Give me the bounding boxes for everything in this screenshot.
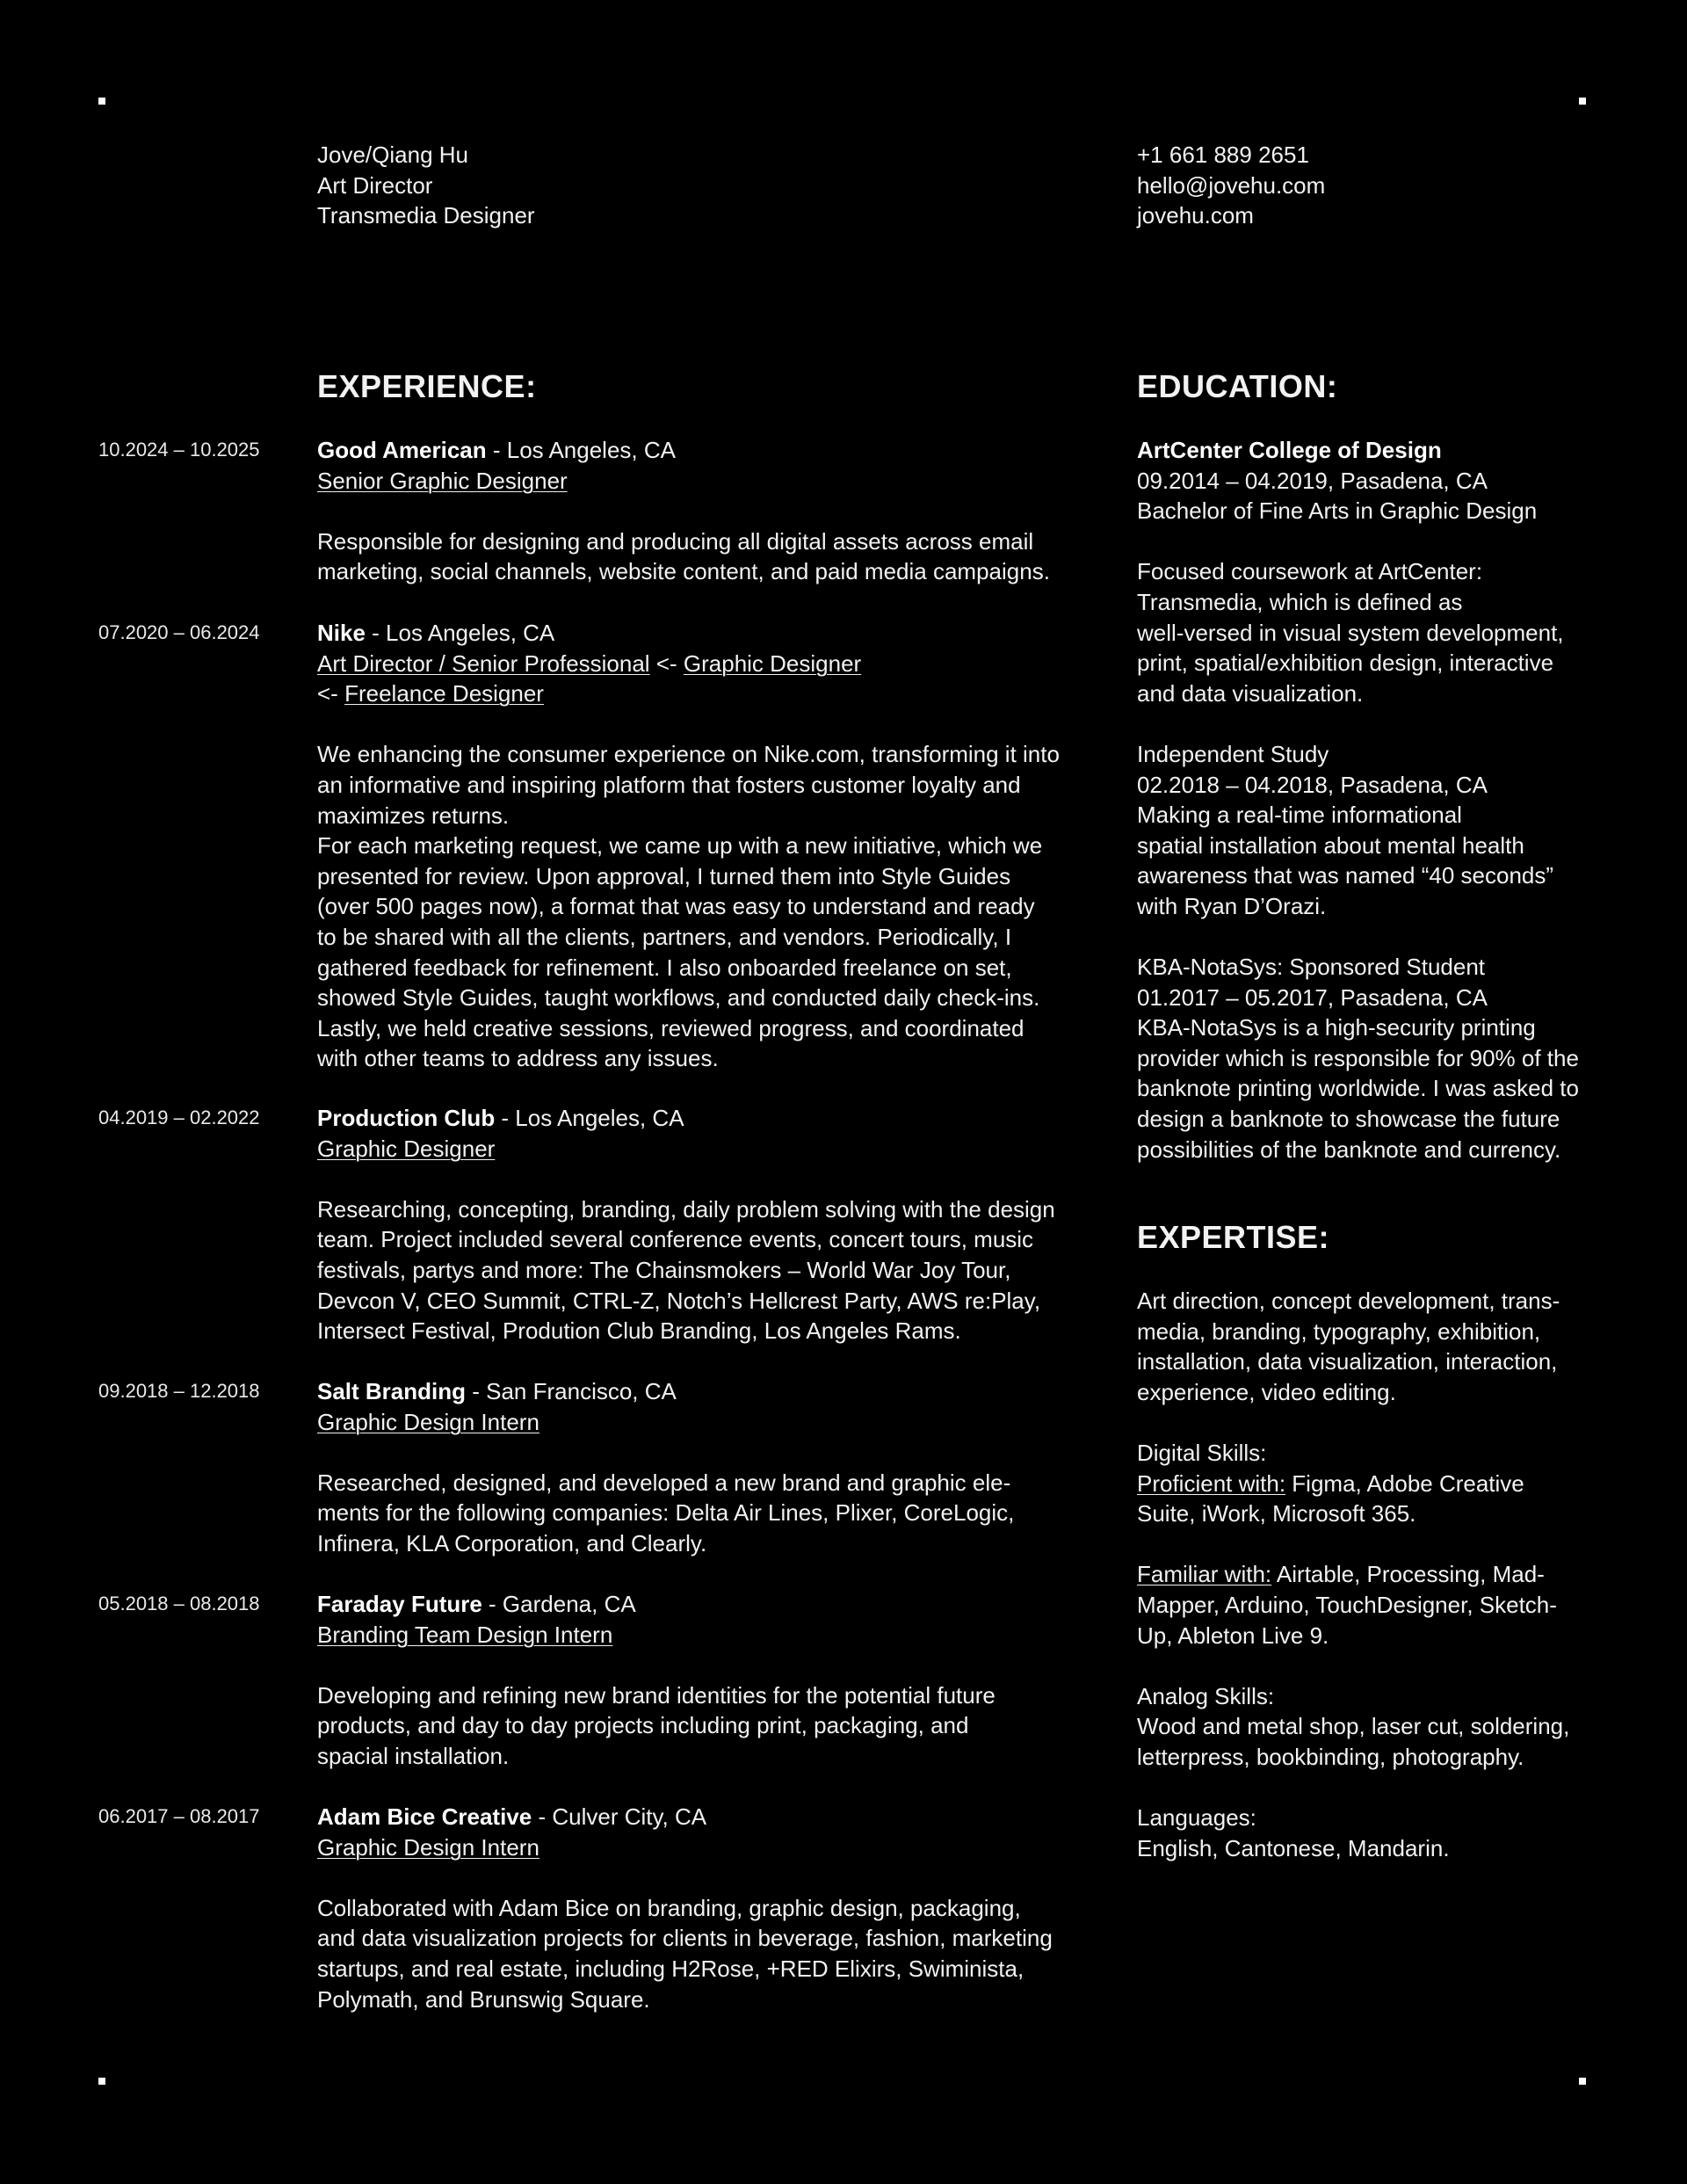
arrow: <- bbox=[317, 680, 345, 707]
expertise-heading: EXPERTISE: bbox=[1137, 1219, 1330, 1255]
job-dates: 05.2018 – 08.2018 bbox=[98, 1593, 260, 1614]
role-link-graphic-designer[interactable]: Graphic Designer bbox=[683, 649, 862, 677]
role-link[interactable]: Graphic Design Intern bbox=[317, 1408, 539, 1435]
role-link[interactable]: Graphic Design Intern bbox=[317, 1833, 539, 1861]
desc-line: Developing and refining new brand identities for the potential future bbox=[317, 1681, 996, 1709]
kba-line: possibilities of the banknote and currency. bbox=[1137, 1136, 1561, 1163]
kba-line: KBA-NotaSys is a high-security printing bbox=[1137, 1014, 1536, 1041]
location: - Los Angeles, CA bbox=[495, 1105, 684, 1131]
desc-line: For each marketing request, we came up with a new initiative, which we bbox=[317, 832, 1043, 860]
role-link-freelance[interactable]: Freelance Designer bbox=[344, 680, 544, 707]
desc-line: products, and day to day projects including print, packaging, and bbox=[317, 1712, 969, 1739]
header-identity bbox=[317, 140, 1082, 231]
desc-line: ments for the following companies: Delta Air Lines, Plixer, CoreLogic, bbox=[317, 1499, 1015, 1527]
website[interactable]: jovehu.com bbox=[1137, 202, 1254, 229]
focus-line: well-versed in visual system development, bbox=[1137, 619, 1564, 646]
focus-line: print, spatial/exhibition design, interactive bbox=[1137, 649, 1554, 677]
desc-line: an informative and inspiring platform that fosters customer loyalty and bbox=[317, 771, 1021, 798]
email[interactable]: hello@jovehu.com bbox=[1137, 171, 1326, 199]
desc-line: (over 500 pages now), a format that was easy to understand and ready bbox=[317, 893, 1035, 920]
desc-line: spacial installation. bbox=[317, 1742, 510, 1769]
desc-line: to be shared with all the clients, partners, and vendors. Periodically, I bbox=[317, 923, 1012, 950]
arrow: <- bbox=[649, 649, 684, 677]
expertise-line: Art direction, concept development, trans- bbox=[1137, 1288, 1560, 1314]
analog-line: letterpress, bookbinding, photography. bbox=[1137, 1743, 1524, 1770]
location: - Los Angeles, CA bbox=[486, 437, 676, 463]
proficient-text-2: Suite, iWork, Microsoft 365. bbox=[1137, 1500, 1416, 1527]
familiar-text-2: Mapper, Arduino, TouchDesigner, Sketch- bbox=[1137, 1591, 1557, 1618]
kba-line: banknote printing worldwide. I was asked to bbox=[1137, 1075, 1579, 1102]
desc-line: Researched, designed, and developed a new brand and graphic ele- bbox=[317, 1469, 1011, 1496]
corner-mark-bottom-right bbox=[1579, 2078, 1586, 2085]
desc-line: team. Project included several conference events, concert tours, music bbox=[317, 1226, 1034, 1253]
name: Jove/Qiang Hu bbox=[317, 141, 468, 168]
focus-line: Transmedia, which is defined as bbox=[1137, 588, 1463, 615]
school-dates: 09.2014 – 04.2019, Pasadena, CA bbox=[1137, 467, 1488, 494]
kba-line: 01.2017 – 05.2017, Pasadena, CA bbox=[1137, 983, 1488, 1011]
school-name: ArtCenter College of Design bbox=[1137, 437, 1442, 463]
kba-line: KBA-NotaSys: Sponsored Student bbox=[1137, 954, 1486, 981]
desc-line: and data visualization projects for clients in beverage, fashion, marketing bbox=[317, 1925, 1053, 1952]
job-dates: 09.2018 – 12.2018 bbox=[98, 1380, 260, 1402]
desc-line: presented for review. Upon approval, I turned them into Style Guides bbox=[317, 862, 1011, 889]
location: - San Francisco, CA bbox=[466, 1378, 677, 1404]
digital-skills-label: Digital Skills: bbox=[1137, 1439, 1267, 1466]
expertise-line: installation, data visualization, interaction, bbox=[1137, 1348, 1558, 1375]
familiar-text: Airtable, Processing, Mad- bbox=[1271, 1561, 1545, 1588]
experience-heading: EXPERIENCE: bbox=[317, 368, 537, 404]
company: Faraday Future bbox=[317, 1591, 482, 1617]
desc-line: Infinera, KLA Corporation, and Clearly. bbox=[317, 1529, 707, 1556]
languages-label: Languages: bbox=[1137, 1804, 1256, 1832]
desc-line: gathered feedback for refinement. I also onboarded freelance on set, bbox=[317, 954, 1012, 981]
education-section bbox=[1137, 435, 1611, 1165]
desc-line: We enhancing the consumer experience on Nike.com, transforming it into bbox=[317, 741, 1060, 768]
expertise-section bbox=[1137, 1286, 1611, 1863]
desc-line: showed Style Guides, taught workflows, and conducted daily check-ins. bbox=[317, 984, 1040, 1012]
company: Production Club bbox=[317, 1105, 496, 1131]
focus-line: Focused coursework at ArtCenter: bbox=[1137, 558, 1483, 585]
study-line: Making a real-time informational bbox=[1137, 802, 1462, 829]
study-line: Independent Study bbox=[1137, 740, 1329, 767]
corner-mark-top-right bbox=[1579, 98, 1586, 105]
desc-line: Devcon V, CEO Summit, CTRL-Z, Notch’s Hellcrest Party, AWS re:Play, bbox=[317, 1287, 1041, 1314]
title-art-director: Art Director bbox=[317, 171, 433, 199]
familiar-text-3: Up, Ableton Live 9. bbox=[1137, 1622, 1329, 1649]
location: - Gardena, CA bbox=[481, 1591, 636, 1617]
role-link[interactable]: Senior Graphic Designer bbox=[317, 467, 568, 494]
corner-mark-bottom-left bbox=[98, 2078, 105, 2085]
kba-line: provider which is responsible for 90% of the bbox=[1137, 1044, 1579, 1071]
proficient-label: Proficient with: bbox=[1137, 1469, 1286, 1497]
desc-line: Responsible for designing and producing all digital assets across email bbox=[317, 527, 1034, 555]
company: Adam Bice Creative bbox=[317, 1803, 532, 1830]
desc-line: startups, and real estate, including H2Rose, +RED Elixirs, Swiminista, bbox=[317, 1955, 1025, 1982]
location: - Los Angeles, CA bbox=[365, 620, 555, 646]
corner-mark-top-left bbox=[98, 98, 105, 105]
company: Nike bbox=[317, 620, 366, 646]
desc-line: Collaborated with Adam Bice on branding, graphic design, packaging, bbox=[317, 1894, 1021, 1921]
analog-line: Wood and metal shop, laser cut, soldering, bbox=[1137, 1713, 1570, 1740]
desc-line: marketing, social channels, website content, and paid media campaigns. bbox=[317, 558, 1050, 585]
kba-line: design a banknote to showcase the future bbox=[1137, 1106, 1560, 1133]
job-dates: 04.2019 – 02.2022 bbox=[98, 1107, 260, 1128]
desc-line: Researching, concepting, branding, daily problem solving with the design bbox=[317, 1195, 1055, 1223]
familiar-label: Familiar with: bbox=[1137, 1561, 1272, 1588]
desc-line: maximizes returns. bbox=[317, 802, 510, 829]
study-line: with Ryan D’Orazi. bbox=[1137, 892, 1327, 919]
header-contact bbox=[1137, 140, 1611, 231]
expertise-line: media, branding, typography, exhibition, bbox=[1137, 1317, 1541, 1345]
job-dates: 06.2017 – 08.2017 bbox=[98, 1805, 260, 1827]
title-transmedia: Transmedia Designer bbox=[317, 202, 535, 229]
phone[interactable]: +1 661 889 2651 bbox=[1137, 141, 1309, 168]
education-heading: EDUCATION: bbox=[1137, 368, 1338, 404]
desc-line: Lastly, we held creative sessions, reviewed progress, and coordinated bbox=[317, 1014, 1025, 1041]
role-link-art-director[interactable]: Art Director / Senior Professional bbox=[317, 649, 650, 677]
focus-line: and data visualization. bbox=[1137, 679, 1364, 707]
job-dates: 10.2024 – 10.2025 bbox=[98, 439, 260, 461]
company: Salt Branding bbox=[317, 1378, 467, 1404]
role-link[interactable]: Branding Team Design Intern bbox=[317, 1621, 613, 1648]
location: - Culver City, CA bbox=[532, 1803, 707, 1830]
study-line: spatial installation about mental health bbox=[1137, 831, 1524, 859]
proficient-text: Figma, Adobe Creative bbox=[1285, 1469, 1524, 1497]
job-dates: 07.2020 – 06.2024 bbox=[98, 621, 260, 643]
expertise-line: experience, video editing. bbox=[1137, 1378, 1396, 1405]
desc-line: festivals, partys and more: The Chainsmokers – World War Joy Tour, bbox=[317, 1256, 1011, 1283]
languages-text: English, Cantonese, Mandarin. bbox=[1137, 1834, 1450, 1861]
study-line: awareness that was named “40 seconds” bbox=[1137, 862, 1554, 889]
degree: Bachelor of Fine Arts in Graphic Design bbox=[1137, 497, 1538, 525]
role-link[interactable]: Graphic Designer bbox=[317, 1135, 496, 1162]
desc-line: Polymath, and Brunswig Square. bbox=[317, 1985, 650, 2013]
desc-line: Intersect Festival, Prodution Club Branding, Los Angeles Rams. bbox=[317, 1317, 961, 1345]
analog-skills-label: Analog Skills: bbox=[1137, 1682, 1275, 1709]
company: Good American bbox=[317, 437, 487, 463]
desc-line: with other teams to address any issues. bbox=[317, 1045, 719, 1072]
study-line: 02.2018 – 04.2018, Pasadena, CA bbox=[1137, 771, 1488, 798]
